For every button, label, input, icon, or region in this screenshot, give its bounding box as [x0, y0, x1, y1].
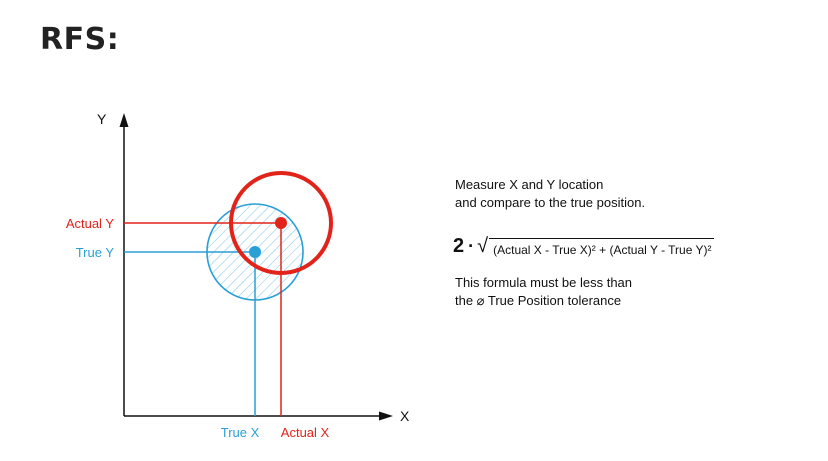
formula-expression: (Actual X - True X)² + (Actual Y - True Y)²: [489, 238, 713, 257]
formula-multiply-dot: ·: [468, 235, 475, 256]
y-axis-arrow: [120, 113, 129, 127]
true-position-point: [249, 246, 261, 258]
tolerance-line-2: the ⌀ True Position tolerance: [455, 293, 622, 308]
actual-y-label: Actual Y: [65, 216, 114, 231]
position-formula: [453, 234, 714, 258]
actual-position-point: [275, 217, 287, 229]
tolerance-line-1: This formula must be less than: [455, 275, 633, 290]
measure-line-2: and compare to the true position.: [455, 195, 646, 210]
tolerance-note: [455, 274, 815, 310]
formula-coefficient: 2: [453, 234, 465, 257]
square-root-icon: √: [477, 234, 489, 257]
x-axis-label: X: [400, 408, 410, 424]
measure-line-1: Measure X and Y location: [455, 177, 604, 192]
true-x-label: True X: [220, 425, 260, 440]
x-axis-arrow: [379, 412, 393, 421]
y-axis-label: Y: [97, 111, 107, 127]
true-y-label: True Y: [75, 245, 114, 260]
measurement-instructions: [455, 176, 815, 212]
actual-x-label: Actual X: [280, 425, 330, 440]
page-title: RFS:: [40, 22, 120, 57]
